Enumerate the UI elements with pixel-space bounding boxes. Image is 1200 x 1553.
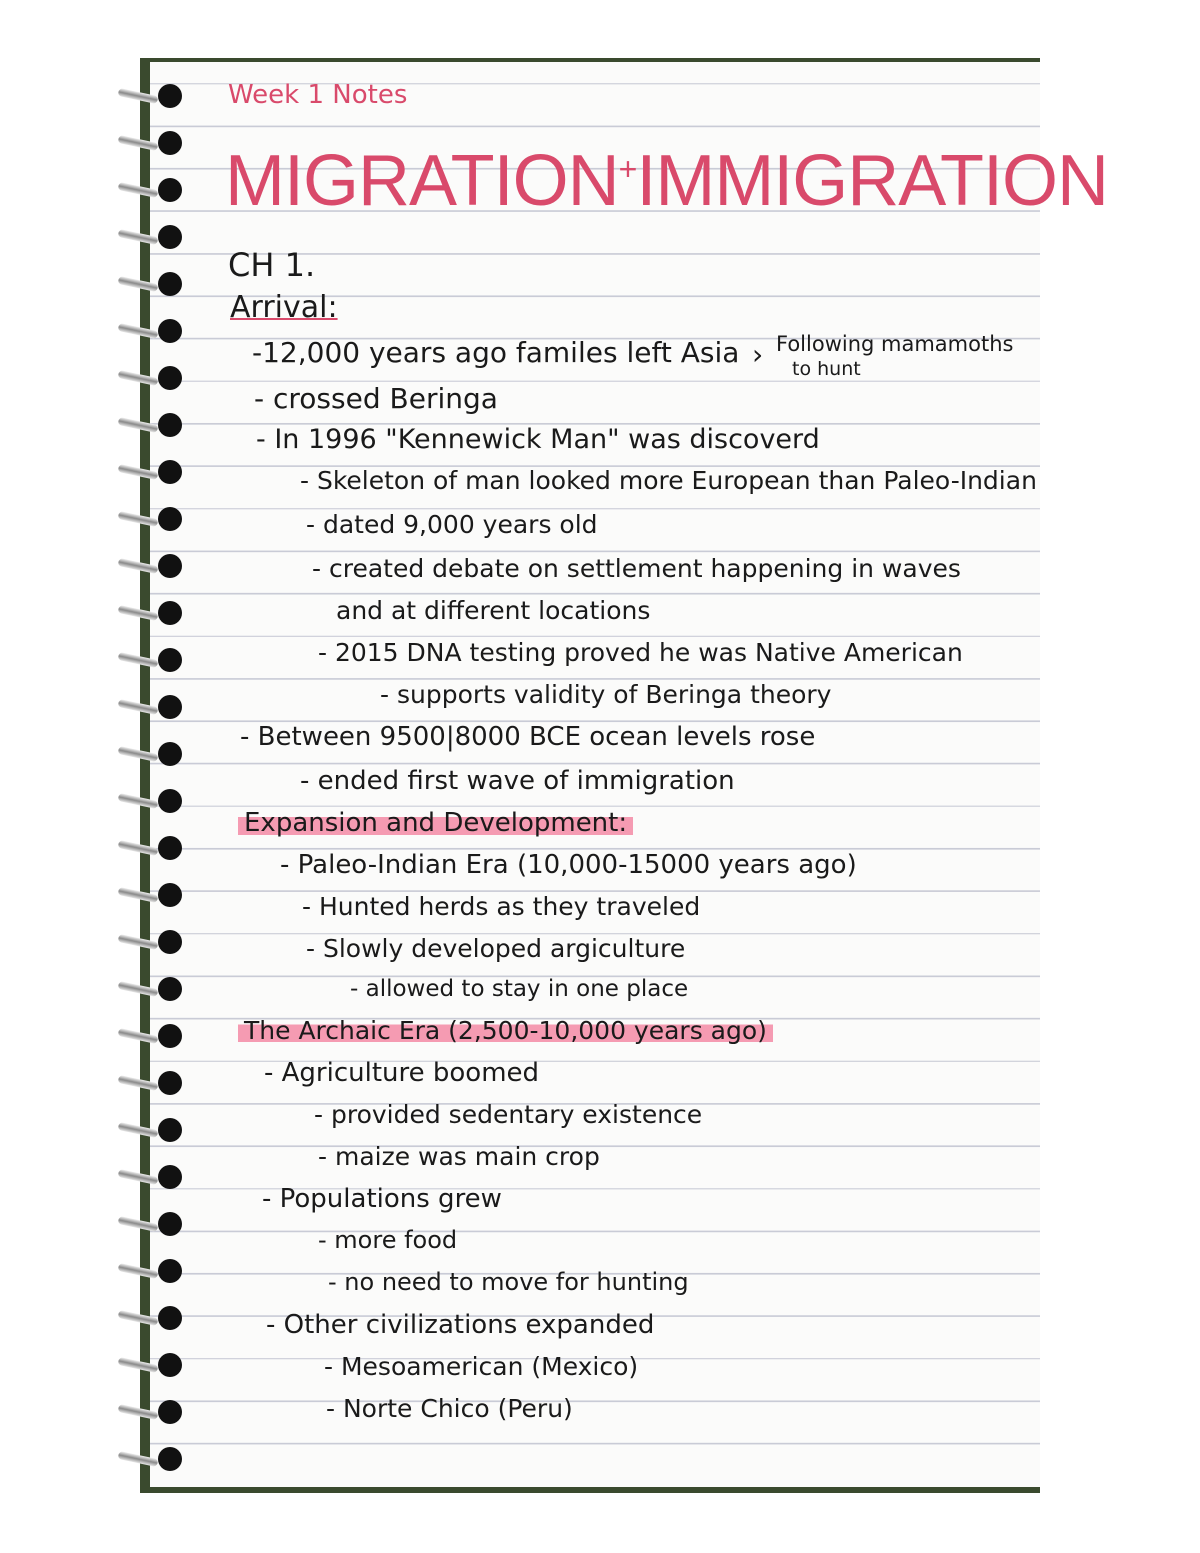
- side-note: to hunt: [792, 358, 861, 380]
- note-line: - more food: [318, 1226, 458, 1254]
- section-expansion-text: Expansion and Development:: [238, 808, 633, 838]
- note-line: - allowed to stay in one place: [350, 976, 689, 1002]
- note-line: - provided sedentary existence: [314, 1100, 703, 1129]
- title-migration: MIGRATION: [225, 141, 619, 221]
- note-line: - Populations grew: [262, 1184, 502, 1214]
- note-line: - Agriculture boomed: [264, 1058, 540, 1088]
- note-line: - Slowly developed argiculture: [306, 934, 686, 963]
- note-line: - 2015 DNA testing proved he was Native American: [318, 638, 963, 667]
- note-line: - created debate on settlement happening in waves: [312, 554, 961, 583]
- note-line: - supports validity of Beringa theory: [380, 680, 832, 709]
- note-line: - Other civilizations expanded: [266, 1310, 655, 1340]
- section-archaic-text: The Archaic Era (2,500-10,000 years ago): [238, 1016, 773, 1045]
- note-line: - crossed Beringa: [254, 382, 498, 415]
- section-archaic: [238, 1016, 773, 1045]
- note-line: - no need to move for hunting: [328, 1268, 689, 1296]
- section-expansion: [238, 808, 633, 838]
- note-line: - Mesoamerican (Mexico): [324, 1352, 639, 1381]
- note-line: - maize was main crop: [318, 1142, 600, 1171]
- side-note: Following mamamoths: [776, 332, 1014, 356]
- note-line: - dated 9,000 years old: [306, 510, 598, 539]
- note-line: - Hunted herds as they traveled: [302, 892, 701, 921]
- note-line: and at different locations: [336, 596, 651, 625]
- note-line: - Between 9500|8000 BCE ocean levels rose: [240, 722, 816, 752]
- note-line: -12,000 years ago familes left Asia: [252, 336, 740, 369]
- title-immigration: IMMIGRATION: [636, 141, 1108, 221]
- note-line: - In 1996 "Kennewick Man" was discoverd: [256, 424, 820, 455]
- note-line: - ended first wave of immigration: [300, 766, 735, 796]
- brace-mark: ›: [752, 338, 764, 371]
- note-line: - Skeleton of man looked more European than Paleo-Indian: [300, 466, 1037, 495]
- note-line: - Norte Chico (Peru): [326, 1394, 573, 1423]
- note-line: - Paleo-Indian Era (10,000-15000 years ago): [280, 850, 857, 880]
- section-arrival: Arrival:: [230, 290, 338, 325]
- page-title: [225, 140, 1108, 222]
- title-plus: +: [618, 151, 637, 187]
- chapter-heading: CH 1.: [228, 246, 316, 284]
- page-label: Week 1 Notes: [228, 80, 408, 110]
